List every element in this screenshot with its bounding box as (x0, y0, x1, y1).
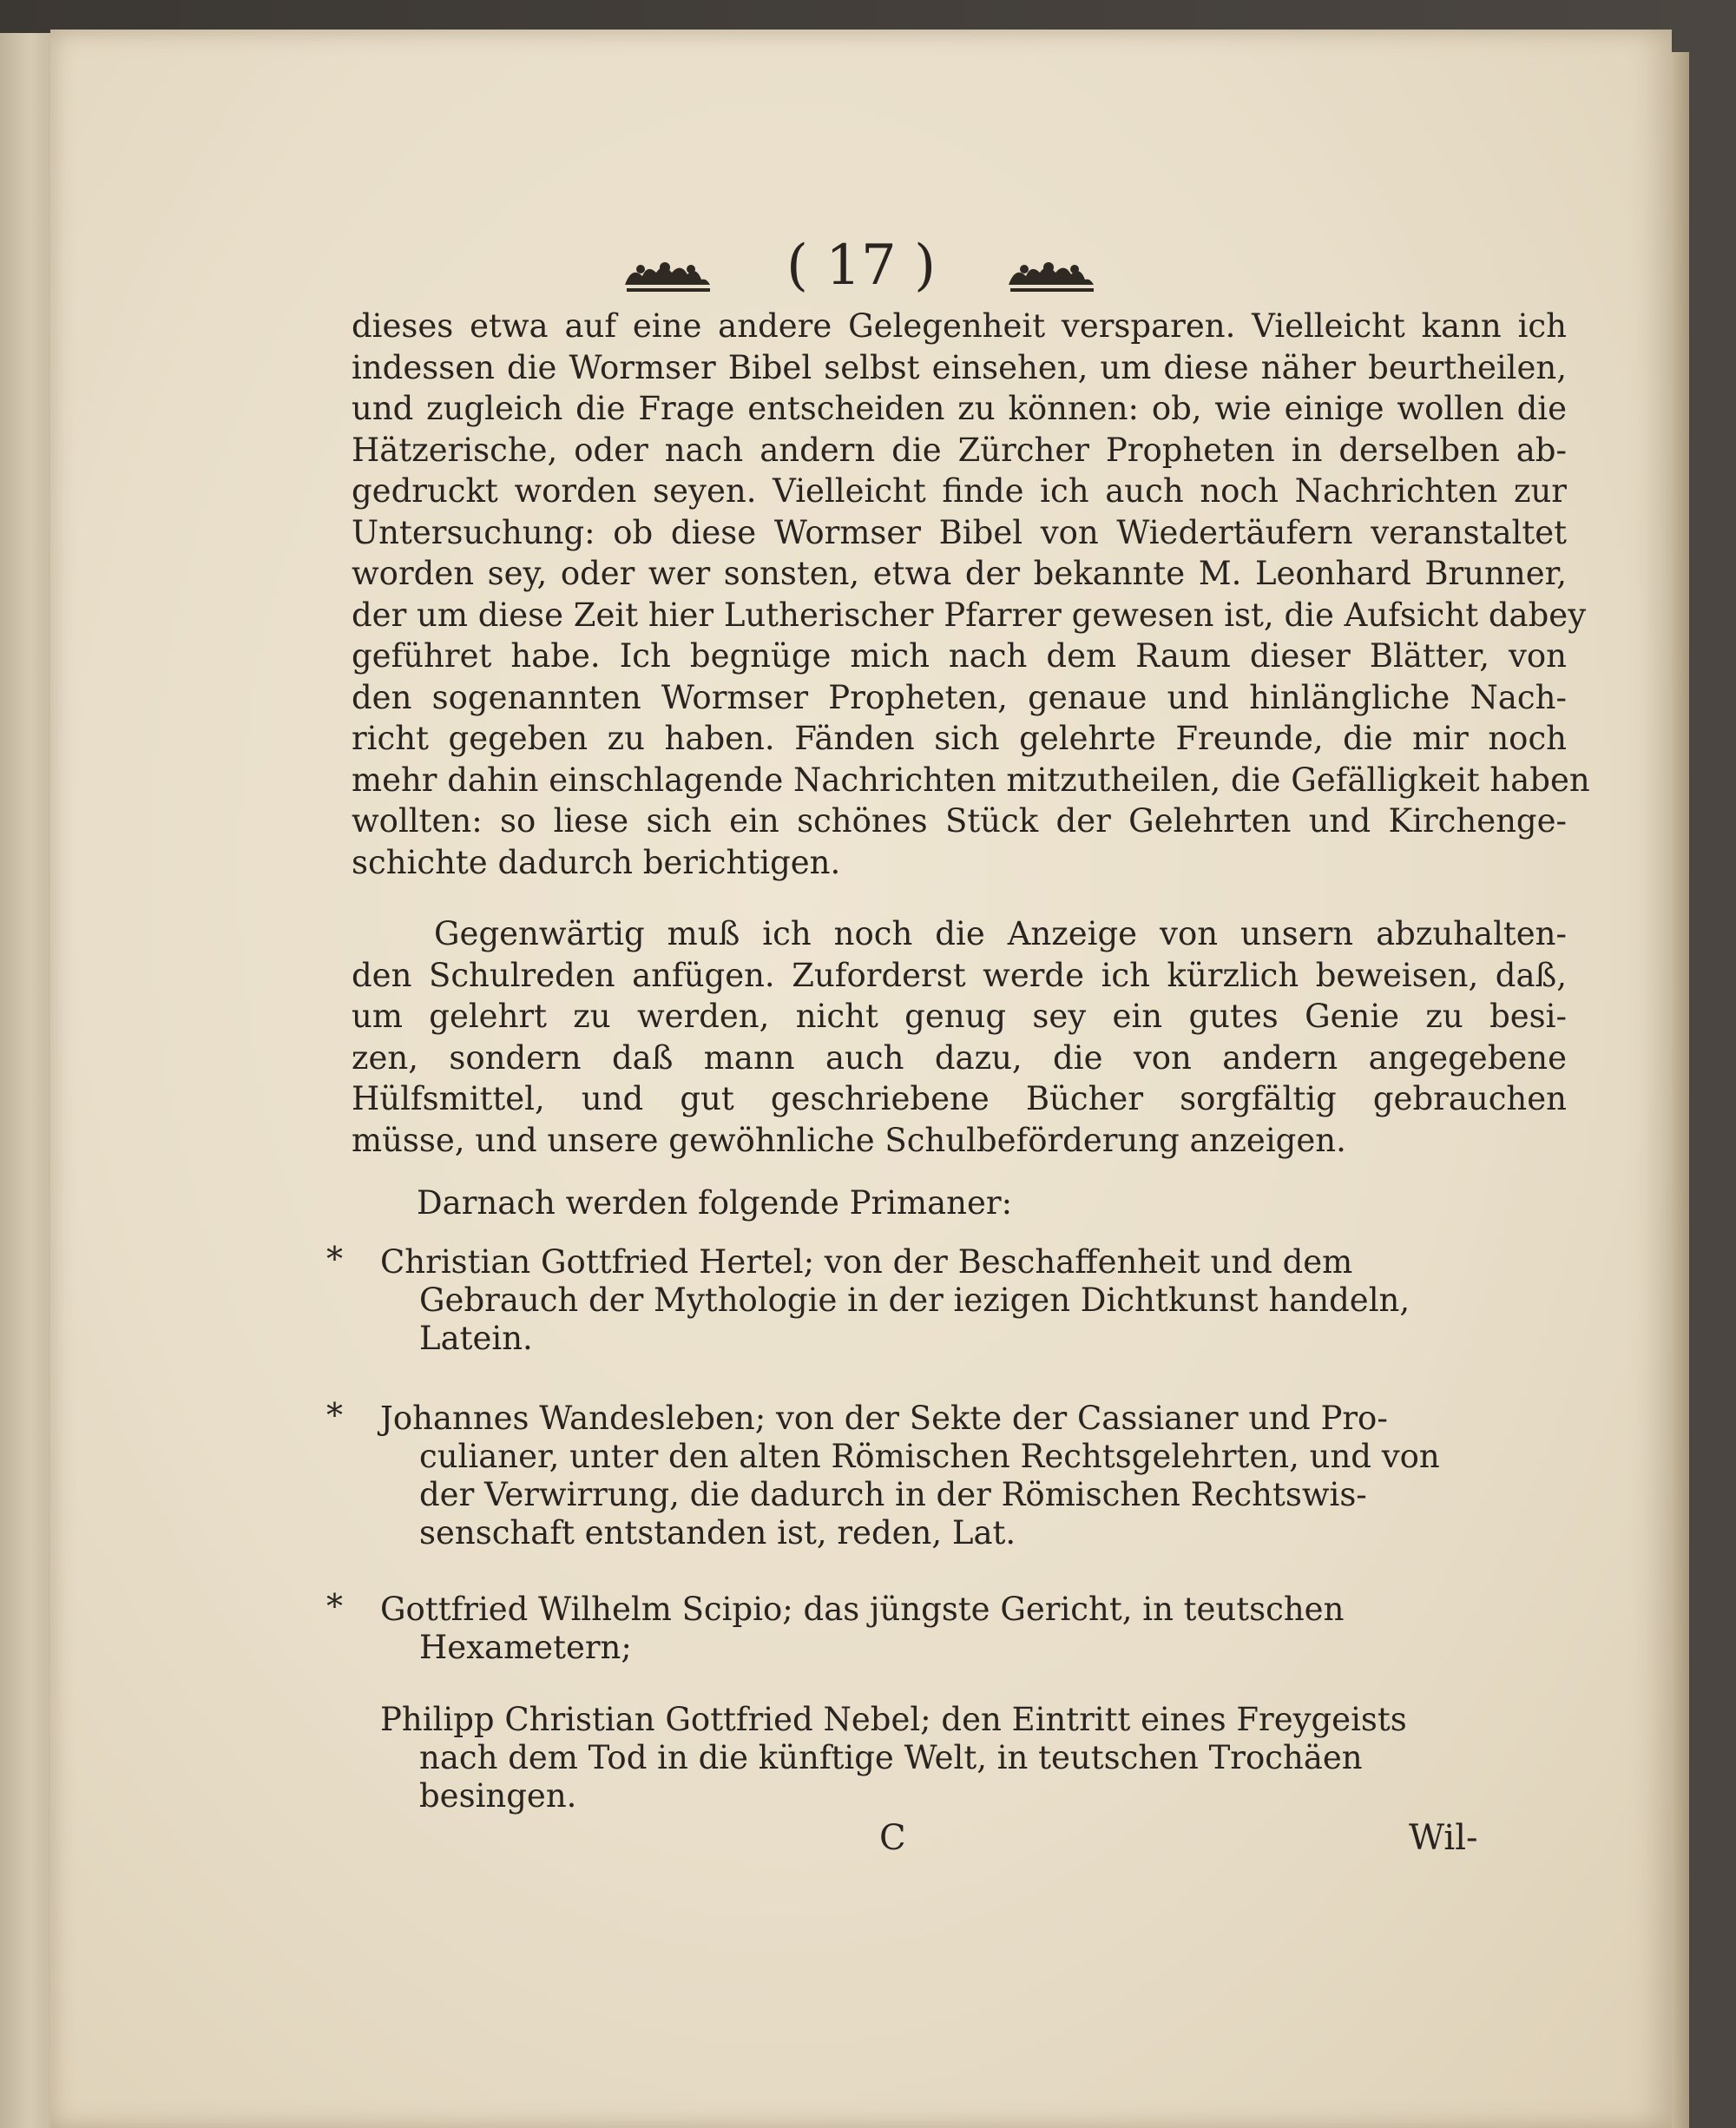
text-line: Hätzerische, oder nach andern die Zürcher Propheten in derselben ab- (352, 431, 1567, 469)
previous-page-edge (0, 33, 52, 2128)
entry-wandesleben (326, 1396, 1569, 1552)
asterisk-mark: * (326, 1587, 343, 1625)
text-line: geführet habe. Ich begnüge mich nach dem Raum dieser Blätter, von (352, 637, 1567, 675)
entry-line: Latein. (419, 1320, 533, 1357)
text-line: der um diese Zeit hier Lutherischer Pfarrer gewesen ist, die Aufsicht dabey (352, 596, 1587, 634)
page-header (50, 229, 1672, 298)
page-number: ( 17 ) (786, 233, 937, 298)
asterisk-mark: * (326, 1396, 343, 1434)
text-line: richt gegeben zu haben. Fänden sich gelehrte Freunde, die mir noch (352, 720, 1567, 757)
text-line: um gelehrt zu werden, nicht genug sey ein gutes Genie zu besi- (352, 998, 1567, 1035)
entry-nebel (337, 1701, 1569, 1815)
text-line: schichte dadurch berichtigen. (352, 843, 841, 881)
text-line: dieses etwa auf eine andere Gelegenheit versparen. Vielleicht kann ich (352, 307, 1567, 345)
entry-scipio (326, 1587, 1569, 1667)
text-line: den Schulreden anfügen. Zuforderst werde ich kürzlich beweisen, daß, (352, 956, 1567, 994)
asterisk-mark: * (326, 1240, 343, 1278)
entry-hertel (326, 1240, 1569, 1358)
text-line: den sogenannten Wormser Propheten, genaue und hinlängliche Nach- (352, 678, 1567, 716)
entry-line: Hexametern; (419, 1629, 632, 1666)
paragraph-1 (352, 306, 1590, 883)
entry-line: besingen. (419, 1777, 577, 1815)
page-right-edge (1672, 52, 1689, 2128)
book-page (50, 30, 1672, 2128)
ornament-right-icon (1005, 247, 1101, 285)
text-line: mehr dahin einschlagende Nachrichten mitzutheilen, die Gefälligkeit haben (352, 761, 1590, 799)
entry-line: Gebrauch der Mythologie in der iezigen Dichtkunst handeln, (419, 1281, 1410, 1319)
text-line: gedruckt worden seyen. Vielleicht finde ich auch noch Nachrichten zur (352, 472, 1567, 510)
text-line: Gegenwärtig muß ich noch die Anzeige von unsern abzuhalten- (434, 915, 1567, 952)
text-line: Hülfsmittel, und gut geschriebene Bücher sorgfältig gebrauchen (352, 1080, 1567, 1117)
signature-mark: C (879, 1818, 906, 1858)
entry-line: culianer, unter den alten Römischen Rechtsgelehrten, und von (419, 1438, 1440, 1475)
entry-line: Christian Gottfried Hertel; von der Beschaffenheit und dem (380, 1243, 1353, 1281)
text-line: zen, sondern daß mann auch dazu, die von andern angegebene (352, 1038, 1567, 1077)
paragraph-2 (352, 913, 1567, 1161)
text-line: und zugleich die Frage entscheiden zu können: ob, wie einige wollen die (352, 390, 1567, 427)
intro-text: Darnach werden folgende Primaner: (417, 1184, 1013, 1222)
text-line: Untersuchung: ob diese Wormser Bibel von Wiedertäufern veranstaltet (352, 513, 1567, 551)
text-line: indessen die Wormser Bibel selbst einsehen, um diese näher beurtheilen, (352, 348, 1567, 386)
ornament-left-icon (621, 247, 717, 285)
entry-line: der Verwirrung, die dadurch in der Römischen Rechtswis- (419, 1476, 1367, 1513)
entry-line: Johannes Wandesleben; von der Sekte der Cassianer und Pro- (380, 1400, 1388, 1437)
entry-line: Philipp Christian Gottfried Nebel; den Eintritt eines Freygeists (380, 1701, 1407, 1738)
intro-line (352, 1184, 1584, 1222)
text-line: wollten: so liese sich ein schönes Stück der Gelehrten und Kirchenge- (352, 802, 1567, 840)
text-line: müsse, und unsere gewöhnliche Schulbeförderung anzeigen. (352, 1121, 1346, 1159)
catchword: Wil- (1409, 1818, 1478, 1858)
entry-line: senschaft entstanden ist, reden, Lat. (419, 1514, 1016, 1552)
entry-line: Gottfried Wilhelm Scipio; das jüngste Gericht, in teutschen (380, 1591, 1345, 1628)
text-line: worden sey, oder wer sonsten, etwa der bekannte M. Leonhard Brunner, (352, 555, 1567, 592)
entry-line: nach dem Tod in die künftige Welt, in teutschen Trochäen (419, 1739, 1363, 1776)
